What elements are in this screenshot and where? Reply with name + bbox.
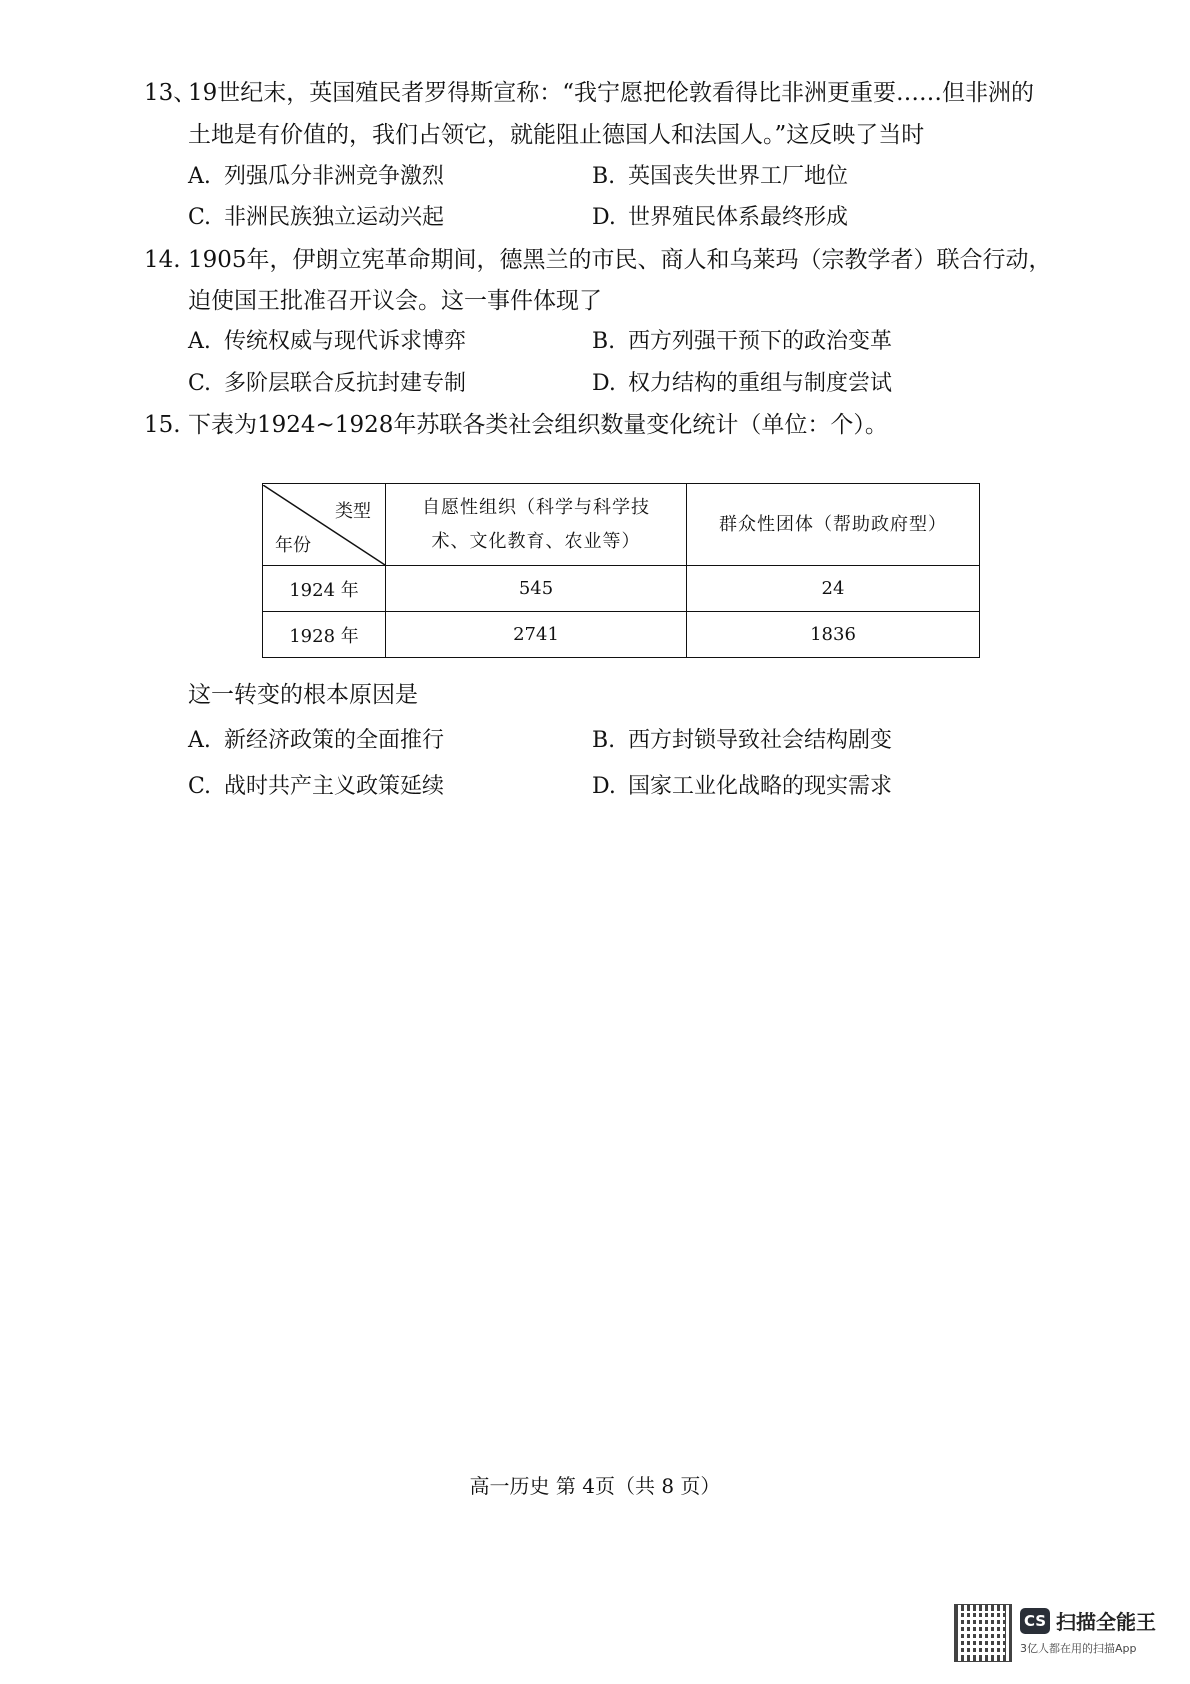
table-cell-mass: 1836 [687, 612, 980, 658]
question-13-option-c: C. 非洲民族独立运动兴起 [188, 205, 445, 230]
table-cell-voluntary: 2741 [386, 612, 687, 658]
question-14-option-d: D. 权力结构的重组与制度尝试 [592, 371, 893, 396]
question-15-option-b: B. 西方封锁导致社会结构剧变 [592, 728, 893, 753]
table-cell-mass: 24 [687, 566, 980, 612]
question-15-stem-line2: 这一转变的根本原因是 [188, 682, 418, 708]
table-corner-year-label: 年份 [275, 534, 311, 556]
table-header-voluntary-line1: 自愿性组织（科学与科学技 [422, 496, 650, 518]
table-row [263, 566, 980, 612]
question-14-number: 14. [144, 247, 181, 273]
table-cell-voluntary: 545 [386, 566, 687, 612]
question-13-number: 13、 [144, 80, 197, 106]
question-13-option-d: D. 世界殖民体系最终形成 [592, 205, 849, 230]
question-13-option-a: A. 列强瓜分非洲竞争激烈 [188, 164, 445, 189]
table-corner-type-label: 类型 [335, 500, 371, 522]
question-14-option-b: B. 西方列强干预下的政治变革 [592, 329, 893, 354]
table-cell-year: 1924 年 [263, 566, 386, 612]
question-15-option-c: C. 战时共产主义政策延续 [188, 774, 445, 799]
table-cell-year: 1928 年 [263, 612, 386, 658]
scanner-brand-name: 扫描全能王 [1056, 1610, 1156, 1634]
question-13-stem-line2: 土地是有价值的，我们占领它，就能阻止德国人和法国人。”这反映了当时 [188, 122, 925, 148]
table-header-voluntary [386, 484, 687, 566]
question-14-stem-line1: 1905年，伊朗立宪革命期间，德黑兰的市民、商人和乌莱玛（宗教学者）联合行动， [188, 247, 1052, 273]
question-15-stem-line1: 下表为1924~1928年苏联各类社会组织数量变化统计（单位：个）。 [188, 412, 888, 438]
question-13-option-b: B. 英国丧失世界工厂地位 [592, 164, 849, 189]
question-15-number: 15. [144, 412, 181, 438]
table-header-mass-label: 群众性团体（帮助政府型） [719, 513, 947, 535]
question-14-option-c: C. 多阶层联合反抗封建专制 [188, 371, 467, 396]
question-15-option-d: D. 国家工业化战略的现实需求 [592, 774, 893, 799]
table-header-mass [687, 484, 980, 566]
scanner-tagline: 3亿人都在用的扫描App [1020, 1642, 1137, 1655]
question-15-option-a: A. 新经济政策的全面推行 [188, 728, 445, 753]
table-row [263, 612, 980, 658]
table-corner-cell [263, 484, 386, 566]
page-footer: 高一历史 第 4页（共 8 页） [469, 1474, 721, 1498]
question-14-stem-line2: 迫使国王批准召开议会。这一事件体现了 [188, 288, 602, 314]
table-header-voluntary-line2: 术、文化教育、农业等） [431, 530, 641, 552]
qr-code-icon [954, 1604, 1012, 1662]
scanner-watermark [954, 1604, 1174, 1668]
question-14-option-a: A. 传统权威与现代诉求博弈 [188, 329, 467, 354]
statistics-table [262, 483, 980, 658]
question-13-stem-line1: 19世纪末，英国殖民者罗得斯宣称：“我宁愿把伦敦看得比非洲更重要……但非洲的 [188, 80, 1035, 106]
camscanner-logo-icon: CS [1020, 1608, 1050, 1634]
